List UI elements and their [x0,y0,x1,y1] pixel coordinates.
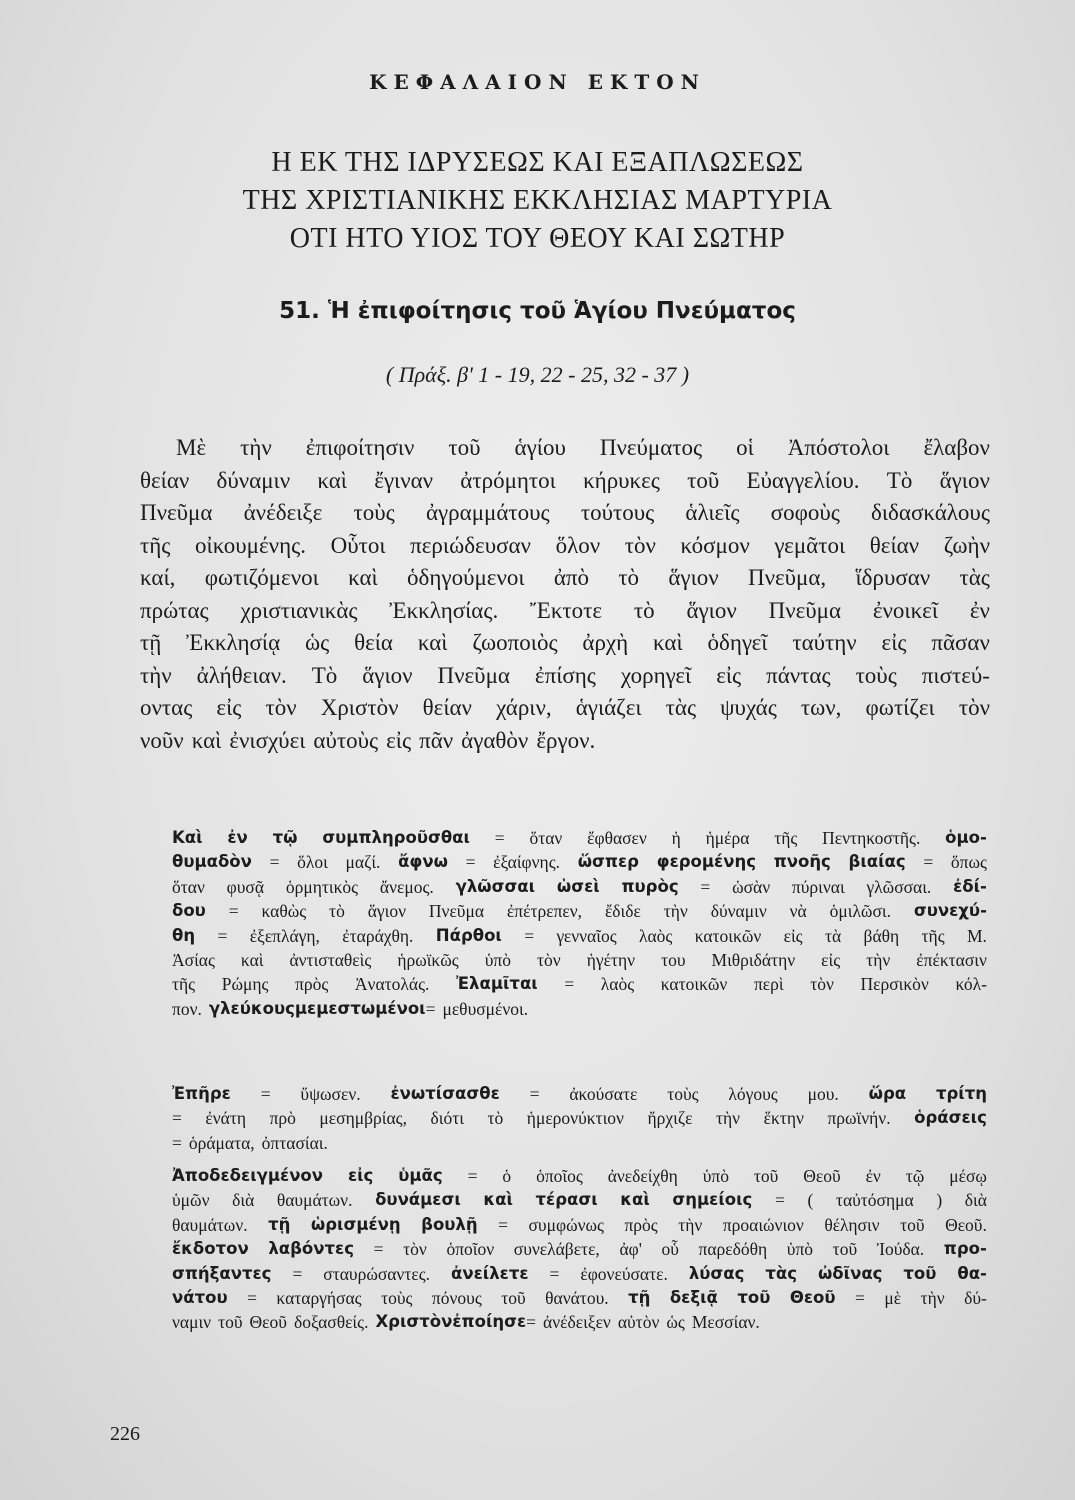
glossary-definition: = [172,1132,182,1153]
glossary-definition: εἰς [783,925,803,946]
glossary-line [172,972,987,996]
heading-line: Η ΕΚ ΤΗΣ ΙΔΡΥΣΕΩΣ ΚΑΙ ΕΞΑΠΛΩΣΕΩΣ [271,147,804,178]
glossary-term: εἰς [347,1166,374,1185]
glossary-definition: ἐταράχθη. [342,925,414,946]
glossary-definition: εἰς [821,950,841,971]
paragraph-line: θείαν δύναμιν καὶ ἔγιναν ἀτρόμητοι κήρυκες τοῦ Εὐαγγελίου. Τὸ ἅγιον [140,467,990,493]
glossary-definition: Θεοῦ [249,1312,287,1333]
glossary-definition: κατοικῶν [660,974,728,995]
glossary-definition: Μεσσίαν. [691,1312,760,1333]
glossary-definition: ὅταν [529,828,563,848]
glossary-term: τοῦ [903,1263,937,1283]
glossary-definition: θανάτου. [545,1288,609,1309]
glossary-line [172,1188,987,1212]
glossary-definition: ταὐτόσημα [835,1190,914,1211]
glossary-definition: πύριναι [791,876,845,897]
glossary-definition: πρὸς [624,1214,658,1235]
glossary-definition: ὁποῖος [536,1166,583,1186]
glossary-term: δεξιᾷ [669,1288,718,1308]
glossary-term: θη [172,925,196,945]
glossary-definition: = [498,1214,508,1235]
glossary-definition: αὐτὸν [617,1312,660,1333]
glossary-definition: συμφώνως [528,1214,604,1235]
glossary-term: καὶ [620,1190,650,1210]
glossary-definition: τὴν [866,950,891,971]
glossary-definition: λαὸς [600,974,635,995]
glossary-term: ὠδῖνας [817,1263,883,1283]
paragraph-line: νοῦν καὶ ἐνισχύει αὐτοὺς εἰς πᾶν ἀγαθὸν ἔργον. [140,727,596,753]
glossary-definition: διὰ [232,1190,255,1211]
glossary-definition: φυσᾷ [226,876,265,897]
glossary-definition: πρὸς [295,974,329,995]
glossary-definition: ὅπως [950,852,987,873]
glossary-term: τρίτη [935,1084,987,1103]
glossary-definition: Μ. [967,925,987,946]
glossary-term: γλεύκους [208,998,295,1018]
glossary-block-1 [172,826,987,1021]
glossary-term: Θεοῦ [789,1288,836,1308]
glossary-definition: γενναῖος [556,925,617,946]
heading-line: ΤΗΣ ΧΡΙΣΤΙΑΝΙΚΗΣ ΕΚΚΛΗΣΙΑΣ ΜΑΡΤΥΡΙΑ [242,185,833,216]
glossary-term: καὶ [483,1190,513,1210]
glossary-term: βουλῇ [421,1214,478,1234]
glossary-term: ὁράσεις [914,1108,987,1128]
glossary-definition: ) [936,1190,943,1211]
glossary-definition: θαυμάτων. [276,1190,353,1211]
glossary-definition: μαζί. [345,852,381,873]
paragraph-line: Πνεῦμα ἀνέδειξε τοὺς ἀγραμμάτους τούτους ἁλιεῖς σοφοὺς διδασκάλους [140,500,990,525]
paragraph-line: οντας εἰς τὸν Χριστὸν θείαν χάριν, ἁγιάζει τὰς ψυχάς των, φωτίζει τὸν [140,695,990,720]
glossary-term: σπήξαντες [172,1263,272,1283]
glossary-definition: ἔφθασεν [587,828,647,848]
glossary-definition: μεσημβρίας, [319,1108,407,1129]
glossary-definition: = [269,852,280,873]
glossary-definition: Θεοῦ [803,1166,841,1186]
glossary-definition: πρὸ [269,1108,296,1129]
paragraph-line: τὴν ἀλήθειαν. Τὸ ἅγιον Πνεῦμα ἐπίσης χορηγεῖ εἰς πάντας τοὺς πιστεύ- [140,662,990,688]
glossary-term: τῇ [268,1214,291,1234]
glossary-term: ἄφνω [398,852,448,872]
main-heading [0,144,1075,258]
glossary-definition: τὴν [716,1108,741,1129]
glossary-definition: ναμιν [172,1312,212,1333]
glossary-definition: τῆς [921,925,945,946]
glossary-term: Ἐπῆρε [172,1084,231,1103]
glossary-definition: Μιθριδάτην [711,950,796,971]
glossary-definition: ἐπέτρεπεν, [506,901,583,922]
glossary-term: ὡρισμένῃ [310,1214,401,1234]
glossary-term: Πάρθοι [435,925,502,945]
glossary-definition: ὡς [666,1312,685,1333]
glossary-line [172,1082,987,1106]
glossary-term: βιαίας [848,852,906,872]
glossary-line [172,1131,987,1155]
glossary-definition: ὁ [502,1166,512,1186]
glossary-definition: τὸ [329,901,345,922]
glossary-definition: διὰ [964,1190,987,1211]
glossary-definition: ἐξεπλάγη, [249,925,320,946]
glossary-line [172,948,987,972]
glossary-term: ὁμο- [945,828,987,847]
glossary-term: Καὶ [172,828,203,847]
glossary-definition: ὅταν [172,876,205,897]
glossary-line [172,899,987,923]
glossary-definition: Πνεῦμα [428,901,485,922]
glossary-definition: = [774,1190,785,1211]
glossary-definition: πόνους [431,1288,482,1309]
glossary-definition: τοὺς [381,1288,413,1309]
glossary-term: τέρασι [535,1190,598,1210]
glossary-definition: = [855,1288,865,1309]
glossary-line [172,850,987,874]
glossary-definition: του [661,950,686,971]
glossary-definition: κατοικῶν [694,925,762,946]
glossary-definition: ὅλοι [297,852,328,873]
glossary-definition: ἐφονεύσατε. [580,1263,668,1284]
glossary-definition: τὴν [920,1288,945,1309]
glossary-definition: = [425,998,436,1019]
glossary-definition: = [217,925,228,946]
glossary-term: συμπληροῦσθαι [322,828,470,847]
glossary-definition: ὁμιλῶσι. [829,901,891,922]
paragraph-line: καί, φωτιζόμενοι καὶ ὁδηγούμενοι ἀπὸ τὸ ἅγιον Πνεῦμα, ἵδρυσαν τὰς [140,565,990,590]
glossary-term: θα- [957,1263,987,1283]
glossary-definition: καταργήσας [276,1288,362,1309]
paragraph-line: τῆς οἰκουμένης. Οὗτοι περιώδευσαν ὅλον τὸν κόσμον γεμᾶτοι θείαν ζωὴν [140,532,990,558]
glossary-definition: ἡγέτην [586,950,636,971]
glossary-definition: ὁποῖον [446,1239,495,1260]
glossary-line [172,1286,987,1310]
glossary-term: ὥρα [868,1084,907,1103]
glossary-definition: = [564,974,575,995]
glossary-definition: καθὼς [261,901,307,922]
glossary-block-3 [172,1164,987,1335]
section-title: 51. Ἡ ἐπιφοίτησις τοῦ Ἁγίου Πνεύματος [279,298,796,324]
glossary-line [172,1237,987,1261]
glossary-block-2 [172,1082,987,1155]
glossary-line [172,1262,987,1286]
glossary-definition: ἀφ' [619,1239,642,1260]
glossary-definition: νὰ [789,901,807,922]
glossary-definition: ἐν [865,1166,881,1186]
glossary-term: ἔκδοτον [172,1239,249,1259]
glossary-definition: ἄνεμος. [379,876,434,897]
glossary-definition: = [247,1288,257,1309]
glossary-definition: Περσικὸν [860,974,929,995]
glossary-term: ἐποίησε [452,1312,527,1332]
glossary-definition: ἅγιον [367,901,407,922]
glossary-definition: παρεδόθη [698,1239,768,1260]
glossary-term: προ- [943,1239,987,1259]
glossary-definition: βάθη [863,925,900,946]
glossary-definition: = [465,852,476,873]
glossary-definition: μὲ [884,1288,902,1309]
glossary-definition: συνελάβετε, [513,1239,600,1260]
heading-line: ΟΤΙ ΗΤΟ ΥΙΟΣ ΤΟΥ ΘΕΟΥ ΚΑΙ ΣΩΤΗΡ [289,223,786,254]
glossary-definition: ὁρμητικὸς [285,876,359,897]
glossary-definition: ὑπὸ [786,1239,814,1260]
glossary-term: τοῦ [737,1288,771,1308]
glossary-definition: ἡ [671,828,681,848]
glossary-definition: θέλησιν [824,1214,880,1235]
glossary-definition: πρωϊνήν. [827,1108,891,1129]
glossary-definition: ὁράματα, [188,1132,255,1153]
glossary-definition: ἐπέκτασιν [916,950,987,971]
glossary-line [172,1164,987,1188]
glossary-definition: τοῦ [832,1239,858,1260]
glossary-line [172,924,987,948]
glossary-term: πυρὸς [621,876,679,896]
glossary-definition: δοξασθείς. [293,1312,369,1333]
glossary-definition: περὶ [753,974,784,995]
glossary-term: τῇ [628,1288,651,1308]
glossary-term: τὰς [765,1263,797,1283]
paragraph-line: τῇ Ἐκκλησίᾳ ὡς θεία καὶ ζωοποιὸς ἀρχὴ καὶ ὁδηγεῖ ταύτην εἰς πᾶσαν [140,630,990,655]
glossary-definition: = [549,1263,560,1284]
glossary-term: ἐνωτίσασθε [390,1084,500,1103]
glossary-definition: τῆς [172,974,196,995]
glossary-term: δου [172,901,206,921]
glossary-term: ὑμᾶς [398,1166,443,1185]
glossary-term: θυμαδὸν [172,852,252,872]
glossary-definition: τὸν [810,974,834,995]
glossary-definition: ἕκτην [763,1108,804,1129]
glossary-definition: ἐνάτη [205,1108,247,1129]
glossary-definition: Ρώμης [221,974,269,995]
glossary-definition: γλῶσσαι. [866,876,932,897]
glossary-line [172,1310,987,1334]
glossary-definition: ὑμῶν [172,1190,210,1211]
glossary-term: σημείοις [672,1190,753,1210]
glossary-definition: ὕψωσεν. [300,1084,361,1104]
glossary-line [172,997,987,1021]
glossary-definition: ἤρχιζε [647,1108,693,1129]
glossary-term: λύσας [688,1263,745,1283]
glossary-definition: τοῦ [753,1166,779,1186]
body-paragraph [140,432,990,757]
glossary-definition: μου. [807,1084,839,1104]
glossary-definition: θαυμάτων. [172,1214,248,1235]
glossary-definition: Ἀνατολάς. [354,974,430,995]
glossary-definition: μεθυσμένοι. [442,998,529,1019]
glossary-definition: ἀνεδείχθη [607,1166,678,1186]
glossary-definition: = [467,1166,478,1186]
glossary-line [172,875,987,899]
glossary-term: μεμεστωμένοι [294,998,426,1018]
glossary-definition: = [260,1084,271,1104]
glossary-definition: δύ- [964,1288,987,1309]
glossary-definition: πον. [172,998,202,1019]
glossary-definition: τὴν [678,1214,703,1235]
glossary-definition: τὸν [536,950,561,971]
glossary-definition: τὸ [487,1108,504,1129]
glossary-term: γλῶσσαι [455,876,536,896]
glossary-line [172,826,987,850]
glossary-definition: οὗ [661,1239,679,1260]
glossary-definition: Ἀσίας [172,950,215,971]
glossary-definition: = [923,852,934,873]
glossary-definition: = [526,1312,537,1333]
glossary-definition: διότι [430,1108,464,1129]
glossary-term: συνεχύ- [913,901,987,921]
glossary-line [172,1106,987,1130]
glossary-definition: τοῦ [501,1288,526,1309]
glossary-definition: ἐξαίφνης. [493,852,561,873]
glossary-term: ἀνείλετε [451,1263,529,1283]
chapter-heading: ΚΕΦΑΛΑΙΟΝ ΕΚΤΟΝ [369,70,706,94]
glossary-definition: = [292,1263,303,1284]
glossary-definition: = [373,1239,384,1260]
glossary-definition: = [228,901,239,922]
glossary-definition: κόλ- [955,974,987,995]
glossary-definition: ἡμερονύκτιον [526,1108,624,1129]
glossary-term: τῷ [272,828,298,847]
glossary-term: ἐν [227,828,248,847]
glossary-definition: ὑπὸ [702,1166,729,1186]
glossary-definition: ὑπὸ [484,950,511,971]
glossary-definition: Ἰούδα. [876,1239,925,1260]
glossary-definition: μέσῳ [949,1166,987,1186]
glossary-definition: ὡσὰν [732,876,771,897]
paragraph-line: Μὲ τὴν ἐπιφοίτησιν τοῦ ἁγίου Πνεύματος οἱ Ἀπόστολοι ἔλαβον [176,435,990,460]
glossary-term: Ἀποδεδειγμένον [172,1166,324,1185]
glossary-definition: λαὸς [638,925,673,946]
glossary-term: φερομένης [656,852,756,872]
glossary-definition: τοῦ [900,1214,925,1235]
glossary-term: ὥσπερ [577,852,639,872]
glossary-term: Ἐλαμῖται [456,974,538,994]
glossary-definition: ἀντισταθεὶς [289,950,372,971]
glossary-definition: τοῦ [218,1312,243,1333]
paragraph-line: πρώτας χριστιανικὰς Ἐκκλησίας. Ἔκτοτε τὸ ἅγιον Πνεῦμα ἐνοικεῖ ἐν [140,597,990,623]
glossary-term: δυνάμεσι [375,1190,461,1210]
glossary-definition: τῷ [905,1166,925,1186]
glossary-term: νάτου [172,1288,228,1308]
glossary-definition: τοὺς [667,1084,699,1104]
glossary-definition: ἀκούσατε [569,1084,638,1104]
scripture-reference: ( Πράξ. β' 1 - 19, 22 - 25, 32 - 37 ) [385,362,690,387]
glossary-term: ἐδί- [953,876,987,896]
glossary-definition: = [529,1084,540,1104]
glossary-definition: προαιώνιον [722,1214,804,1235]
glossary-term: Χριστὸν [375,1312,453,1332]
glossary-definition: τὸν [403,1239,427,1260]
glossary-definition: = [524,925,535,946]
page-number: 226 [110,1423,140,1445]
glossary-definition: ἀνέδειξεν [543,1312,611,1333]
glossary-definition: καὶ [240,950,264,971]
glossary-definition: λόγους [728,1084,778,1104]
glossary-definition: ἔδιδε [604,901,641,922]
glossary-definition: τῆς [774,828,798,848]
glossary-definition: = [494,828,505,848]
glossary-definition: τὴν [663,901,688,922]
glossary-definition: Πεντηκοστῆς. [822,828,921,848]
glossary-definition: ( [807,1190,814,1211]
glossary-term: ὡσεὶ [556,876,600,896]
glossary-definition: σταυρώσαντες. [323,1263,431,1284]
glossary-definition: τὰ [824,925,842,946]
glossary-term: πνοῆς [773,852,831,872]
glossary-definition: = [700,876,711,897]
glossary-definition: ἡμέρα [705,828,750,848]
glossary-definition: = [172,1108,182,1129]
glossary-term: λαβόντες [268,1239,354,1259]
glossary-definition: ἡρωϊκῶς [397,950,459,971]
glossary-line [172,1213,987,1237]
glossary-definition: Θεοῦ. [945,1214,987,1235]
glossary-definition: ὀπτασίαι. [261,1132,328,1153]
glossary-definition: δύναμιν [710,901,767,922]
